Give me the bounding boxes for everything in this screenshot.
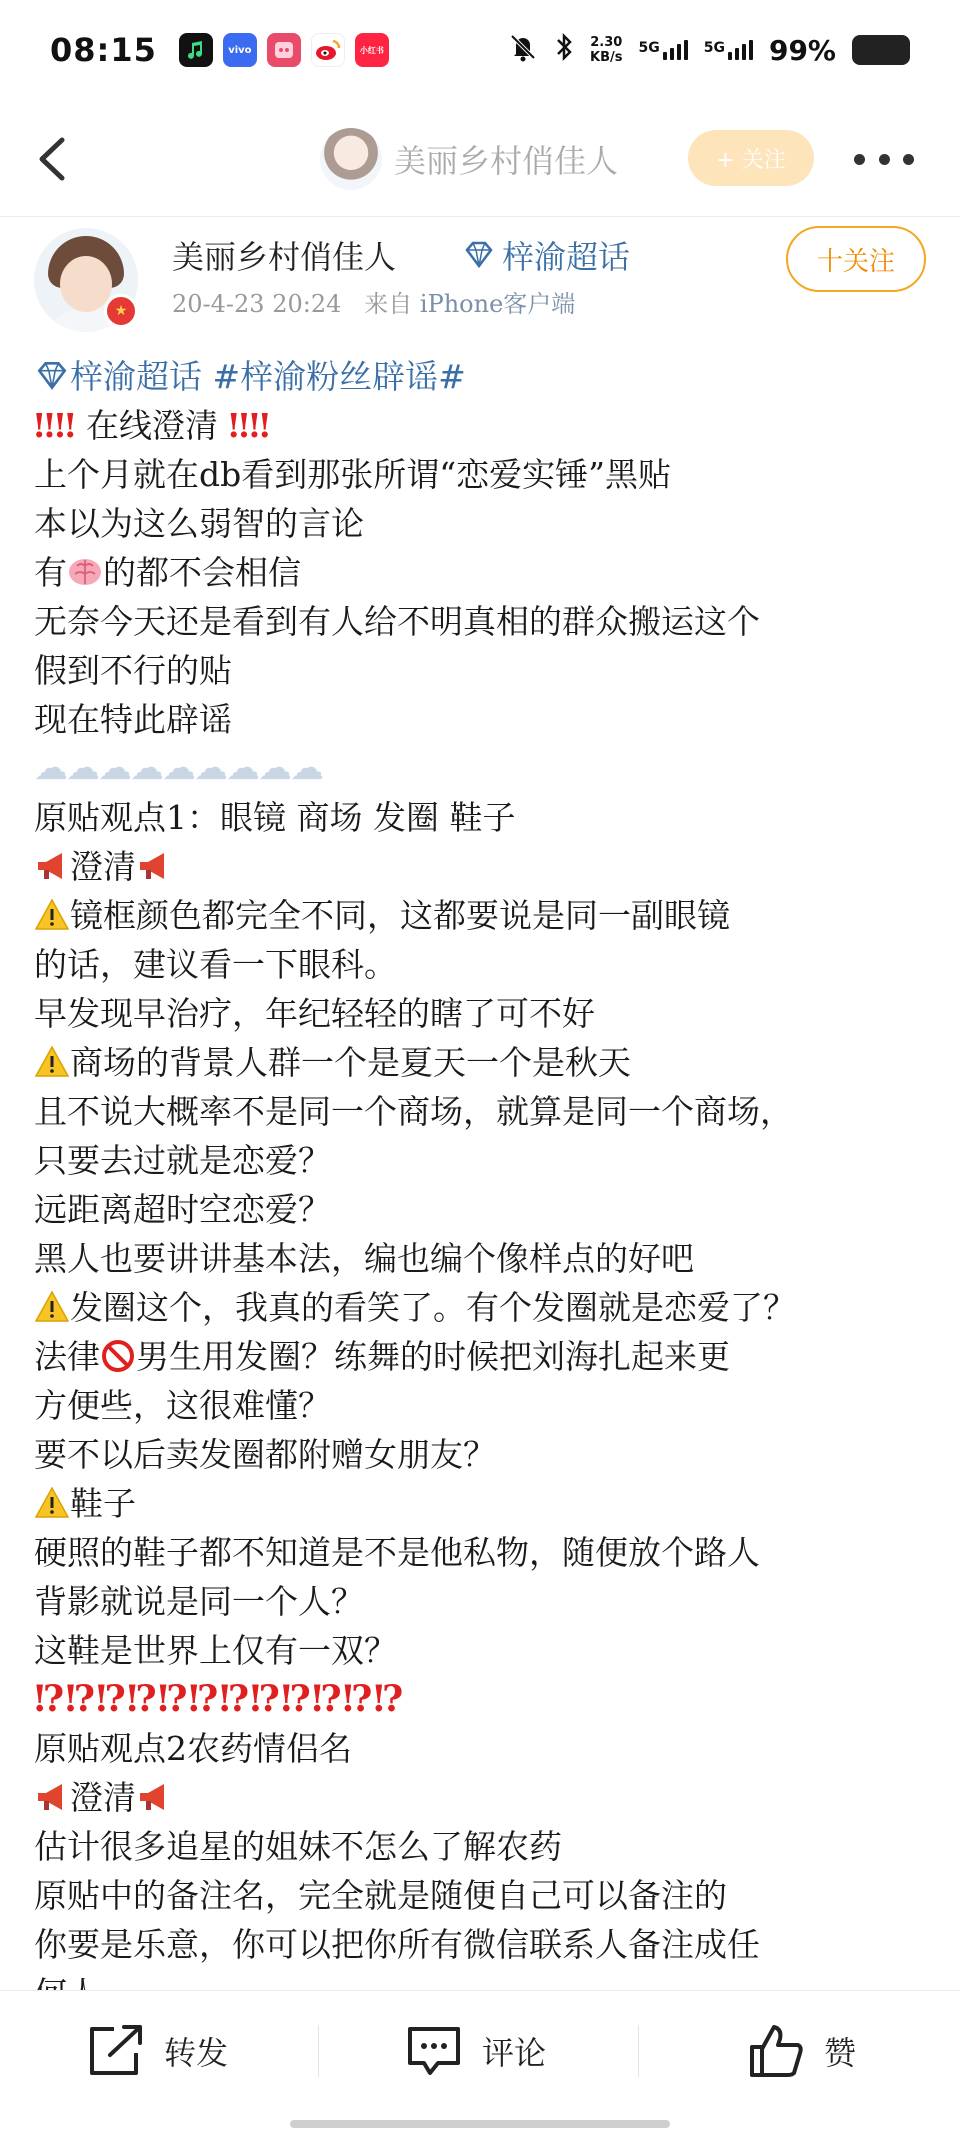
- post-body: [34, 352, 934, 2018]
- signal-2-label: 5G: [703, 40, 725, 56]
- post-line: [34, 1332, 934, 1381]
- cloud-icon: ☁: [66, 748, 98, 788]
- post-date: 20-4-23 20:24: [172, 290, 342, 318]
- cloud-icon: ☁: [34, 748, 66, 788]
- interrobang-icon: ⁉: [249, 1678, 281, 1720]
- vivo-app-icon: vivo: [223, 33, 257, 67]
- top-nav: [0, 100, 960, 218]
- interrobang-icon: ⁉: [34, 1678, 65, 1720]
- net-speed-unit: KB/s: [590, 50, 623, 65]
- post-line: 你要是乐意，你可以把你所有微信联系人备注成任: [34, 1925, 760, 1964]
- double-exclamation-icon: ‼: [54, 406, 76, 445]
- post-line: 远距离超时空恋爱？: [34, 1190, 331, 1229]
- game-app-icon: [267, 33, 301, 67]
- more-options-icon[interactable]: [854, 154, 914, 168]
- post-line: 的话，建议看一下眼科。: [34, 945, 397, 984]
- super-topic-link[interactable]: [462, 232, 630, 278]
- interrobang-icon: ⁉: [188, 1678, 219, 1720]
- brain-icon: [67, 554, 103, 590]
- post-line: 只要去过就是恋爱？: [34, 1141, 331, 1180]
- status-bar: [0, 0, 960, 100]
- megaphone-icon: [34, 1779, 70, 1815]
- comment-icon: [404, 2023, 464, 2079]
- diamond-icon: [34, 358, 70, 394]
- post-line: [34, 1283, 934, 1332]
- cloud-icon: ☁: [290, 748, 322, 788]
- post-line-text: 镜框颜色都完全不同，这都要说是同一副眼镜: [70, 896, 730, 935]
- mute-bell-icon: [508, 32, 538, 69]
- interrobang-icon: ⁉: [280, 1678, 312, 1720]
- diamond-icon: [462, 238, 496, 272]
- nav-follow-button[interactable]: + 关注: [688, 130, 814, 186]
- post-line: [34, 548, 934, 597]
- warning-icon: [34, 1044, 70, 1080]
- verified-badge-icon: ★: [104, 294, 138, 328]
- post-line-text: 发圈这个，我真的看笑了。有个发圈就是恋爱了？: [70, 1288, 796, 1327]
- megaphone-icon: [136, 1779, 172, 1815]
- back-arrow-icon: [30, 134, 80, 184]
- post-line: 现在特此辟谣: [34, 700, 232, 739]
- share-icon: [86, 2023, 146, 2079]
- status-app-icons: [179, 33, 389, 67]
- post-line: 且不说大概率不是同一个商场，就算是同一个商场，: [34, 1092, 793, 1131]
- back-button[interactable]: [30, 134, 80, 184]
- post-line: 估计很多追星的姐妹不怎么了解农药: [34, 1827, 562, 1866]
- super-topic-label: 梓渝超话: [502, 238, 631, 276]
- cloud-icon: ☁: [98, 748, 130, 788]
- post-line-text: 有: [34, 553, 67, 592]
- divider: [318, 2025, 319, 2077]
- cloud-icon: ☁: [130, 748, 162, 788]
- interrobang-icon: ⁉: [342, 1678, 374, 1720]
- interrobang-icon: ⁉: [95, 1678, 127, 1720]
- post-line: 早发现早治疗，年纪轻轻的瞎了可不好: [34, 994, 595, 1033]
- interrobang-icon: ⁉: [157, 1678, 189, 1720]
- author-name[interactable]: 美丽乡村俏佳人: [172, 238, 397, 276]
- post-line: 原贴中的备注名，完全就是随便自己可以备注的: [34, 1876, 727, 1915]
- post-line: 原贴观点2农药情侣名: [34, 1729, 352, 1768]
- xiaohongshu-app-icon: 小红书: [355, 33, 389, 67]
- like-label: 赞: [824, 2034, 857, 2072]
- post-line-text: 的都不会相信: [103, 553, 301, 592]
- post-line-text: 商场的背景人群一个是夏天一个是秋天: [70, 1043, 631, 1082]
- post-line: [34, 1038, 934, 1087]
- divider: [0, 216, 960, 217]
- net-speed: [590, 35, 622, 65]
- post-line: 本以为这么弱智的言论: [34, 504, 364, 543]
- cloud-icon: ☁: [258, 748, 290, 788]
- net-speed-value: 2.30: [590, 35, 623, 50]
- comment-button[interactable]: [404, 1991, 546, 2111]
- warning-icon: [34, 1289, 70, 1325]
- post-line: [34, 1479, 934, 1528]
- post-line: [34, 891, 934, 940]
- double-exclamation-icon: ‼: [228, 406, 250, 445]
- cloud-divider: [34, 744, 934, 793]
- post-line: 原贴观点1：眼镜 商场 发圈 鞋子: [34, 798, 516, 837]
- nav-avatar: [320, 128, 382, 190]
- post-line: 无奈今天还是看到有人给不明真相的群众搬运这个: [34, 602, 760, 641]
- post-meta: [172, 284, 575, 319]
- megaphone-icon: [136, 848, 172, 884]
- interrobang-icon: ⁉: [311, 1678, 343, 1720]
- interrobang-icon: ⁉: [373, 1678, 404, 1720]
- post-line-text: 在线澄清: [86, 406, 219, 445]
- double-exclamation-icon: ‼: [34, 406, 55, 445]
- repost-label: 转发: [164, 2034, 229, 2072]
- nav-user[interactable]: [320, 128, 618, 190]
- post-tags[interactable]: [34, 352, 934, 401]
- prohibited-icon: [100, 1338, 136, 1374]
- post-line-text: 澄清: [70, 1778, 136, 1817]
- cloud-icon: ☁: [226, 748, 258, 788]
- warning-icon: [34, 1485, 70, 1521]
- post-line: 上个月就在db看到那张所谓“恋爱实锤”黑贴: [34, 455, 671, 494]
- interrobang-row: [34, 1675, 934, 1724]
- post-line: 方便些，这很难懂？: [34, 1386, 331, 1425]
- post-line: 黑人也要讲讲基本法，编也编个像样点的好吧: [34, 1239, 694, 1278]
- post-source-prefix: 来自: [364, 290, 413, 318]
- post-line: 硬照的鞋子都不知道是不是他私物，随便放个路人: [34, 1533, 760, 1572]
- post-tags-text: 梓渝超话 #梓渝粉丝辟谣#: [70, 357, 466, 396]
- interrobang-icon: ⁉: [126, 1678, 158, 1720]
- post-line: [34, 401, 934, 450]
- signal-1: [639, 40, 688, 60]
- post-line-text: 男生用发圈？练舞的时候把刘海扎起来更: [136, 1337, 730, 1376]
- battery-icon: [852, 35, 910, 65]
- cloud-icon: ☁: [194, 748, 226, 788]
- double-exclamation-icon: ‼: [249, 406, 271, 445]
- weibo-app-icon: [311, 33, 345, 67]
- post-line: [34, 1773, 934, 1822]
- status-time: 08:15: [50, 31, 157, 69]
- thumbs-up-icon: [746, 2023, 806, 2079]
- signal-1-label: 5G: [638, 40, 660, 56]
- cloud-icon: ☁: [162, 748, 194, 788]
- follow-button[interactable]: 十关注: [786, 226, 926, 292]
- repost-button[interactable]: [86, 1991, 228, 2111]
- bluetooth-icon: [554, 32, 574, 69]
- nav-title: 美丽乡村俏佳人: [394, 142, 619, 180]
- like-button[interactable]: [746, 1991, 856, 2111]
- post-line-text: 鞋子: [70, 1484, 136, 1523]
- warning-icon: [34, 897, 70, 933]
- home-indicator[interactable]: [290, 2120, 670, 2128]
- megaphone-icon: [34, 848, 70, 884]
- interrobang-icon: ⁉: [218, 1678, 250, 1720]
- post-line: 这鞋是世界上仅有一双？: [34, 1631, 397, 1670]
- post-line: [34, 842, 934, 891]
- battery-percent: 99%: [768, 33, 836, 67]
- post-line-text: 法律: [34, 1337, 100, 1376]
- post-line-text: 澄清: [70, 847, 136, 886]
- comment-label: 评论: [482, 2034, 547, 2072]
- divider: [638, 2025, 639, 2077]
- interrobang-icon: ⁉: [64, 1678, 96, 1720]
- music-app-icon: [179, 33, 213, 67]
- bottom-action-bar: [0, 1990, 960, 2133]
- post-line: 背影就说是同一个人？: [34, 1582, 364, 1621]
- post-line: 假到不行的贴: [34, 651, 232, 690]
- signal-2: [704, 40, 753, 60]
- post-source: iPhone客户端: [419, 290, 576, 318]
- post-line: 要不以后卖发圈都附赠女朋友？: [34, 1435, 496, 1474]
